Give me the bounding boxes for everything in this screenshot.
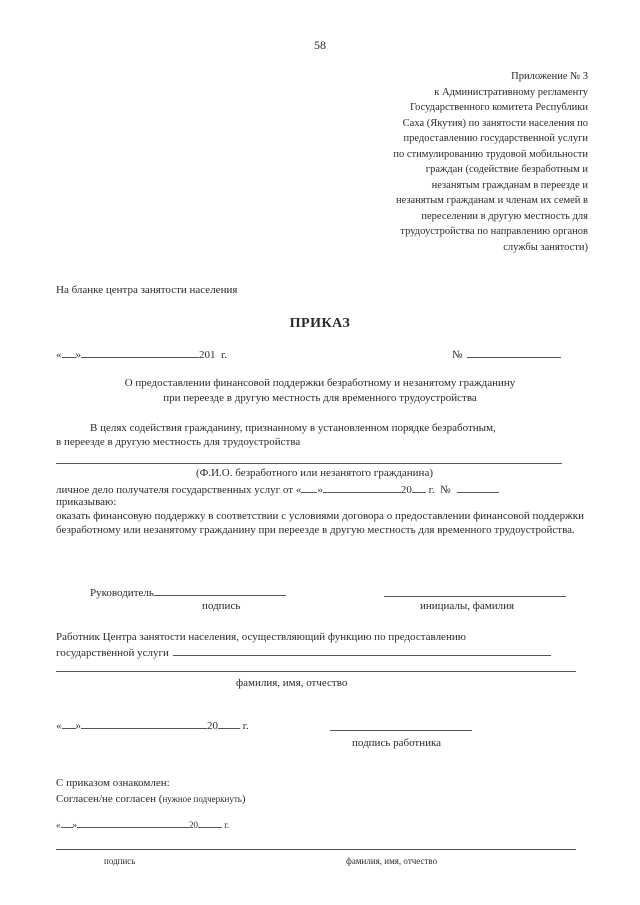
appendix-line: Саха (Якутия) по занятости населения по	[402, 117, 588, 129]
number-blank	[467, 346, 561, 358]
order-date-line	[56, 346, 227, 362]
worker-sign-blank-line	[330, 730, 472, 731]
appendix-line: незанятым гражданам в переезде и	[431, 179, 588, 191]
year-suffix: г.	[428, 484, 435, 496]
acquaintance-date-line	[56, 818, 229, 831]
appendix-line: службы занятости)	[503, 241, 588, 253]
initials-caption: инициалы, фамилия	[420, 600, 515, 612]
case-line	[56, 481, 499, 497]
fio-caption: (Ф.И.О. безработного или незанятого гражданина)	[196, 467, 433, 479]
appendix-line: к Административному регламенту	[434, 86, 588, 98]
quote-close: »	[72, 820, 77, 830]
worker-text-line-2	[56, 644, 551, 660]
year-blank	[218, 717, 240, 729]
order-word: приказываю:	[56, 496, 117, 508]
quote-open: «	[295, 484, 302, 496]
quote-open: «	[56, 720, 62, 732]
intro-line-1: В целях содействия гражданину, признанному в установленном порядке безработным,	[90, 422, 496, 434]
quote-close: »	[75, 349, 81, 361]
month-blank	[81, 717, 207, 729]
acquaintance-line-1: С приказом ознакомлен:	[56, 777, 170, 789]
quote-open: «	[56, 349, 62, 361]
appendix-header	[393, 69, 588, 255]
worker-blank	[173, 644, 551, 656]
document-title: ПРИКАЗ	[289, 316, 351, 331]
year-suffix: г.	[224, 820, 230, 830]
year-prefix: 201	[199, 349, 216, 361]
head-signature-line	[90, 584, 286, 600]
signature-blank	[154, 584, 286, 596]
year-prefix: 20	[400, 484, 412, 496]
appendix-line: переселении в другую местность для	[421, 210, 588, 222]
year-blank	[198, 818, 222, 828]
order-text: оказать финансовую поддержку в соответствии с условиями договора о предоставлении финансовой поддержки безработному или незанятому гражданину при переезде в другую местность для временного трудоустройства.	[56, 510, 584, 536]
quote-close: »	[75, 720, 81, 732]
quote-open: «	[56, 820, 61, 830]
case-prefix: личное дело получателя государственных услуг от	[56, 484, 294, 496]
appendix-line: незанятым гражданам и членам их семей в	[395, 195, 588, 206]
year-prefix: 20	[189, 820, 198, 830]
sign-caption: подпись	[202, 600, 241, 612]
worker-service-label: государственной услуги	[56, 647, 169, 659]
acquaintance-fio-caption: фамилия, имя, отчество	[346, 856, 438, 866]
appendix-line: Приложение № 3	[511, 71, 588, 82]
year-prefix: 20	[207, 720, 218, 732]
day-blank	[301, 481, 317, 493]
order-number-line	[452, 346, 561, 362]
day-blank	[61, 818, 73, 828]
subject-line-2: при переезде в другую местность для временного трудоустройства	[163, 392, 477, 404]
year-suffix: г.	[242, 720, 249, 732]
number-sign: №	[440, 484, 451, 496]
number-sign: №	[452, 349, 463, 361]
day-blank	[62, 346, 76, 358]
agree-note: нужное подчеркнуть	[162, 794, 242, 804]
appendix-line: Государственного комитета Республики	[409, 102, 588, 113]
worker-text-line-1: Работник Центра занятости населения, осуществляющий функцию по предоставлению	[56, 631, 466, 643]
year-suffix: г.	[221, 349, 228, 361]
letterhead-note: На бланке центра занятости населения	[56, 284, 238, 296]
worker-fio-caption: фамилия, имя, отчество	[236, 677, 348, 689]
worker-sign-caption: подпись работника	[352, 737, 442, 749]
appendix-line: по стимулированию трудовой мобильности	[393, 148, 588, 160]
acquaintance-sign-blank-line	[56, 849, 576, 850]
worker-fio-blank-line	[56, 671, 576, 672]
appendix-line: граждан (содействие безработным и	[425, 164, 588, 175]
acquaintance-line-2	[56, 792, 246, 806]
appendix-line: трудоустройства по направлению органов	[400, 226, 588, 237]
fio-blank-line	[56, 463, 562, 464]
month-blank	[77, 818, 189, 828]
appendix-line: предоставлению государственной услуги	[403, 133, 588, 144]
quote-close: »	[317, 484, 323, 496]
agree-close: )	[241, 793, 246, 805]
day-blank	[62, 717, 76, 729]
worker-date-line	[56, 717, 249, 733]
acquaintance-sign-caption: подпись	[104, 856, 136, 866]
agree-label: Согласен/не согласен (	[56, 793, 163, 805]
month-blank	[323, 481, 401, 493]
number-blank	[457, 481, 499, 493]
head-label: Руководитель	[90, 587, 154, 599]
year-blank	[412, 481, 426, 493]
initials-blank-line	[384, 596, 566, 597]
page-number: 58	[314, 38, 326, 52]
subject-line-1: О предоставлении финансовой поддержки безработному и незанятому гражданину	[124, 377, 516, 389]
intro-line-2: в переезде в другую местность для трудоустройства	[56, 436, 301, 448]
month-blank	[81, 346, 199, 358]
